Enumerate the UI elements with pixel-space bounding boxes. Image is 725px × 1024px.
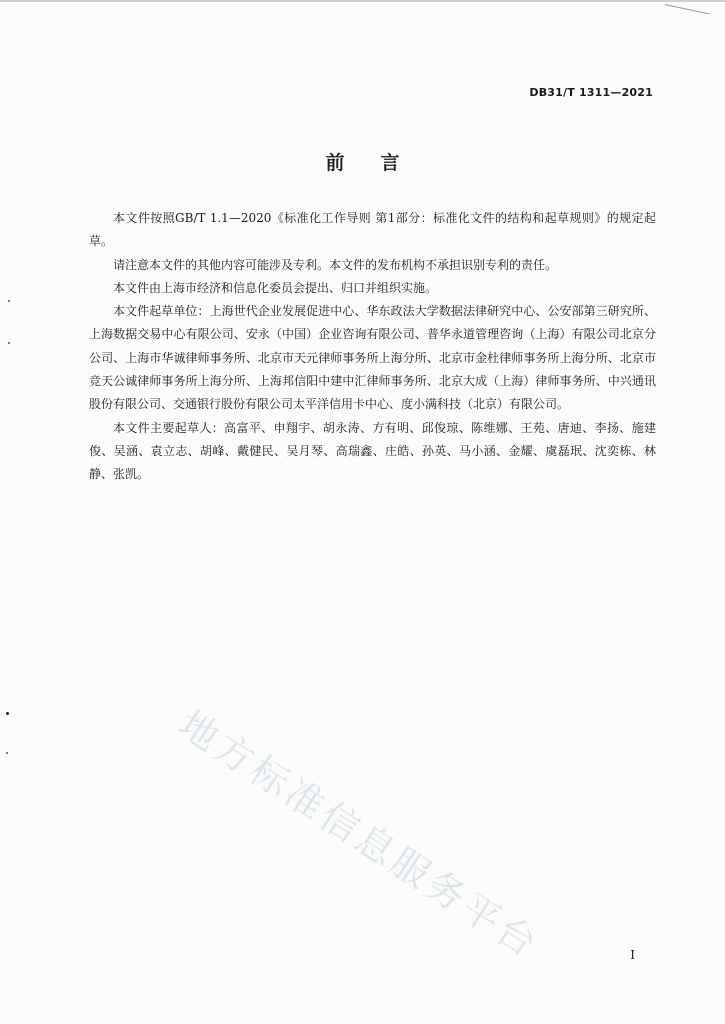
page-number: I: [630, 948, 635, 962]
foreword-body: [89, 207, 656, 487]
paragraph-drafters: 本文件主要起草人：高富平、申翔宇、胡永涛、方有明、邱俊琼、陈维娜、王苑、唐迪、李扬、施建俊、吴涵、袁立志、胡峰、戴健民、吴月琴、高瑞鑫、庄皓、孙英、马小涵、金耀、虞磊珉、沈奕栋、林静、张凯。: [89, 420, 656, 482]
paragraph-drafting-units: 本文件起草单位：上海世代企业发展促进中心、华东政法大学数据法律研究中心、公安部第三研究所、上海数据交易中心有限公司、安永（中国）企业咨询有限公司、普华永道管理咨询（上海）有限公司北京分公司、上海市华诚律师事务所、北京市天元律师事务所上海分所、北京市金杜律师事务所上海分所、北京市竞天公诚律师事务所上海分所、上海邦信阳中建中汇律师事务所、北京大成（上海）律师事务所、中兴通讯股份有限公司、交通银行股份有限公司太平洋信用卡中心、度小满科技（北京）有限公司。: [89, 304, 656, 412]
watermark-text: 地方标准信息服务平台: [171, 701, 548, 968]
scan-speck: [6, 712, 9, 715]
scan-speck: [8, 342, 10, 344]
paragraph-proposer: 本文件由上海市经济和信息化委员会提出、归口并组织实施。: [113, 280, 438, 295]
paragraph-drafting-rules: 本文件按照GB/T 1.1—2020《标准化工作导则 第1部分：标准化文件的结构和起草规则》的规定起草。: [89, 211, 656, 249]
scan-speck: [6, 752, 8, 754]
paragraph-patent-notice: 请注意本文件的其他内容可能涉及专利。本文件的发布机构不承担识别专利的责任。: [113, 257, 558, 272]
page-top-border: [0, 0, 725, 2]
section-heading: 前言: [325, 152, 436, 174]
scan-corner-mark: [665, 0, 725, 14]
document-code: DB31/T 1311—2021: [529, 86, 653, 99]
scan-speck: [8, 300, 10, 302]
